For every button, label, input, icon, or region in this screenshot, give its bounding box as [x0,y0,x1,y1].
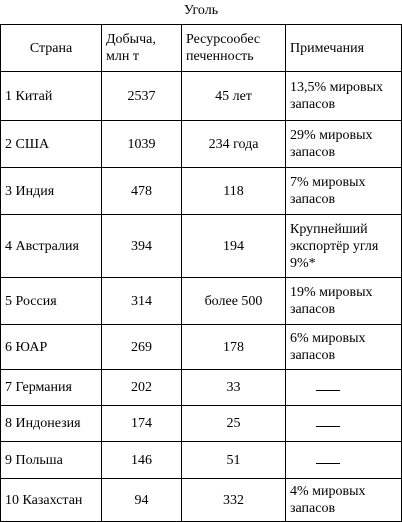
cell-resources: 332 [182,479,286,522]
table-row [1,325,402,370]
cell-note: 4% мировых запасов [286,479,402,522]
cell-note: 19% мировых запасов [286,278,402,325]
table-row [1,215,402,278]
cell-resources: 45 лет [182,72,286,121]
cell-country: 5 Россия [1,278,102,325]
cell-resources: 194 [182,215,286,278]
header-resources: Ресурсообес печенность [182,25,286,72]
cell-note-empty [286,442,402,479]
cell-country: 2 США [1,121,102,168]
cell-production: 478 [102,168,182,215]
cell-production: 174 [102,406,182,442]
dash-mark [316,454,340,464]
table-row [1,479,402,522]
cell-production: 394 [102,215,182,278]
cell-production: 202 [102,370,182,406]
table-caption: Уголь [183,3,219,18]
cell-country: 10 Казахстан [1,479,102,522]
cell-resources: 25 [182,406,286,442]
cell-resources: 234 года [182,121,286,168]
cell-note: 7% мировых запасов [286,168,402,215]
cell-production: 269 [102,325,182,370]
cell-note-empty [286,406,402,442]
table-row [1,442,402,479]
header-production: Добыча, млн т [102,25,182,72]
cell-note: 13,5% мировых запасов [286,72,402,121]
cell-note-empty [286,370,402,406]
cell-country: 6 ЮАР [1,325,102,370]
cell-country: 8 Индонезия [1,406,102,442]
coal-table [0,24,402,522]
cell-country: 7 Германия [1,370,102,406]
header-country: Страна [1,25,102,72]
header-notes: Примечания [286,25,402,72]
table-row [1,121,402,168]
cell-note: 29% мировых запасов [286,121,402,168]
table-row [1,278,402,325]
cell-resources: 118 [182,168,286,215]
cell-resources: 178 [182,325,286,370]
cell-resources: 33 [182,370,286,406]
dash-mark [316,417,340,427]
cell-production: 94 [102,479,182,522]
table-row [1,168,402,215]
cell-production: 2537 [102,72,182,121]
cell-resources: более 500 [182,278,286,325]
cell-country: 4 Австралия [1,215,102,278]
cell-country: 9 Польша [1,442,102,479]
table-row [1,370,402,406]
cell-production: 1039 [102,121,182,168]
cell-production: 314 [102,278,182,325]
cell-country: 1 Китай [1,72,102,121]
cell-note: 6% мировых запасов [286,325,402,370]
cell-resources: 51 [182,442,286,479]
cell-note: Крупнейший экспортёр угля 9%* [286,215,402,278]
header-row [1,25,402,72]
cell-production: 146 [102,442,182,479]
cell-country: 3 Индия [1,168,102,215]
dash-mark [316,381,340,391]
table-row [1,406,402,442]
table-row [1,72,402,121]
